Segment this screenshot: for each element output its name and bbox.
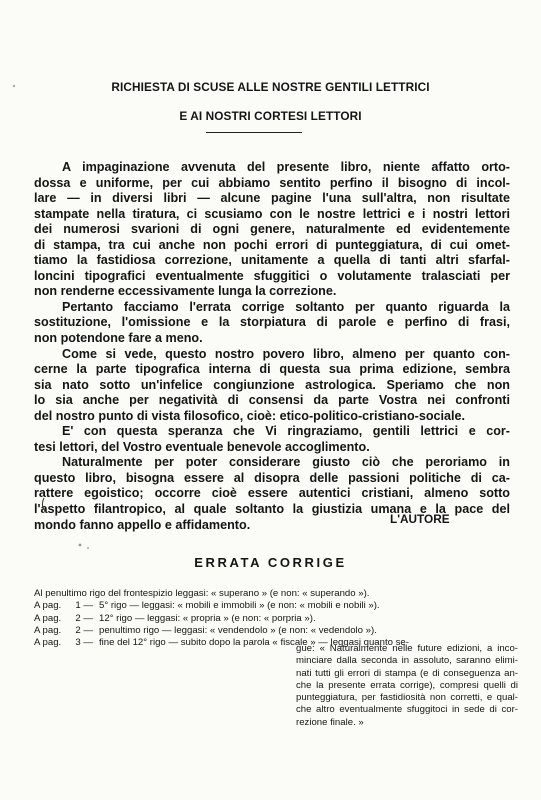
- heading-line-2: E AI NOSTRI CORTESI LETTORI: [179, 109, 362, 123]
- errata-row: A pag. 1 — 5° rigo — leggasi: « mobili e immobili » (e non: « mobili e nobili »).: [34, 600, 380, 612]
- errata-title: ERRATA CORRIGE: [194, 555, 347, 570]
- errata-row: A pag. 3 — fine del 12° rigo — subito dopo la parola « fiscale » — leggasi quanto se-: [34, 637, 409, 649]
- author-signature: L'AUTORE: [390, 512, 450, 526]
- body-line: Naturalmente per poter considerare giusto ciò che peroriamo in: [62, 455, 510, 470]
- continuation-line: punteggiatura, per fastidiosità non corretti, e qual-: [296, 692, 518, 704]
- body-line: lo sia anche per negatività di consensi da parte Vostra nei confronti: [34, 393, 510, 408]
- body-line: rattere egoistico; occorre cioè essere autentici cristiani, almeno sotto: [34, 486, 510, 501]
- heading-line-1: RICHIESTA DI SCUSE ALLE NOSTRE GENTILI LETTRICI: [111, 80, 430, 94]
- body-line: sia nato sotto un'infelice congiunzione astrologica. Speriamo che non: [34, 377, 510, 392]
- continuation-line: che altro eventualmente sfuggitoci in sede di cor-: [296, 704, 518, 716]
- continuation-line: gue: « Naturalmente nelle future edizioni, a inco-: [296, 643, 518, 654]
- body-line: Come si vede, questo nostro povero libro, almeno per quanto con-: [62, 346, 510, 361]
- body-line: loncini tipografici eventualmente sfuggitici o volutamente tralasciati per: [34, 268, 510, 283]
- body-line: non potendone fare a meno.: [34, 331, 203, 346]
- body-line: dei numerosi svarioni di ogni genere, naturalmente ed evidentemente: [34, 222, 510, 237]
- continuation-line: rezione finale. »: [296, 716, 364, 728]
- body-line: di stampa, tra cui anche non pochi errori di punteggiatura, di cui omet-: [34, 237, 510, 252]
- errata-row: A pag. 2 — penultimo rigo — leggasi: « vendendolo » (e non: « vedendolo »).: [34, 624, 377, 636]
- errata-first-row: Al penultimo rigo del frontespizio leggasi: « superano » (e non: « superando »).: [34, 588, 370, 599]
- body-line: lare — in diversi libri — alcune pagine l'una sull'altra, non risultate: [34, 191, 510, 206]
- body-line: l'aspetto filantropico, al quale soltanto la giustizia umana e la pace del: [34, 502, 510, 517]
- body-line: sostituzione, l'omissione e la storpiatura di parole e perfino di frasi,: [34, 315, 510, 330]
- continuation-line: che la presente errata corrige), compresi quelli di: [296, 679, 518, 691]
- errata-row: A pag. 2 — 12° rigo — leggasi: « propria » (e non: « porpria »).: [34, 612, 316, 624]
- body-line: A impaginazione avvenuta del presente libro, niente affatto orto-: [62, 160, 510, 174]
- body-line: E' con questa speranza che Vi ringraziamo, gentili lettrici e cor-: [62, 424, 510, 439]
- body-line: Pertanto facciamo l'errata corrige soltanto per quanto riguarda la: [62, 299, 510, 314]
- body-line: dossa e uniforme, per cui abbiamo sentito perfino il bisogno di incol-: [34, 175, 510, 190]
- body-line: cerne la parte tipografica interna di questa sua prima edizione, sembra: [34, 362, 510, 377]
- body-line: tesi lettori, del Vostro eventuale benevole accoglimento.: [34, 439, 370, 454]
- body-line: mondo fanno appello e affidamento.: [34, 517, 251, 532]
- body-line: questo libro, bisogna essere al disopra delle passioni politiche di ca-: [34, 470, 510, 485]
- body-line: del nostro punto di vista filosofico, cioè: etico-politico-cristiano-sociale.: [34, 408, 466, 423]
- body-line: tiamo la fastidiosa correzione, unitamente a quella di tanti altri sfarfal-: [34, 253, 510, 268]
- body-line: non renderne eccessivamente lunga la correzione.: [34, 284, 337, 299]
- continuation-line: minciare dalla seconda in assoluto, saranno elimi-: [296, 655, 518, 667]
- continuation-line: nati tutti gli errori di stampa (e di conseguenza an-: [296, 667, 518, 679]
- body-line: stampate nella tiratura, ci scusiamo con le nostre lettrici e i nostri lettori: [34, 206, 510, 221]
